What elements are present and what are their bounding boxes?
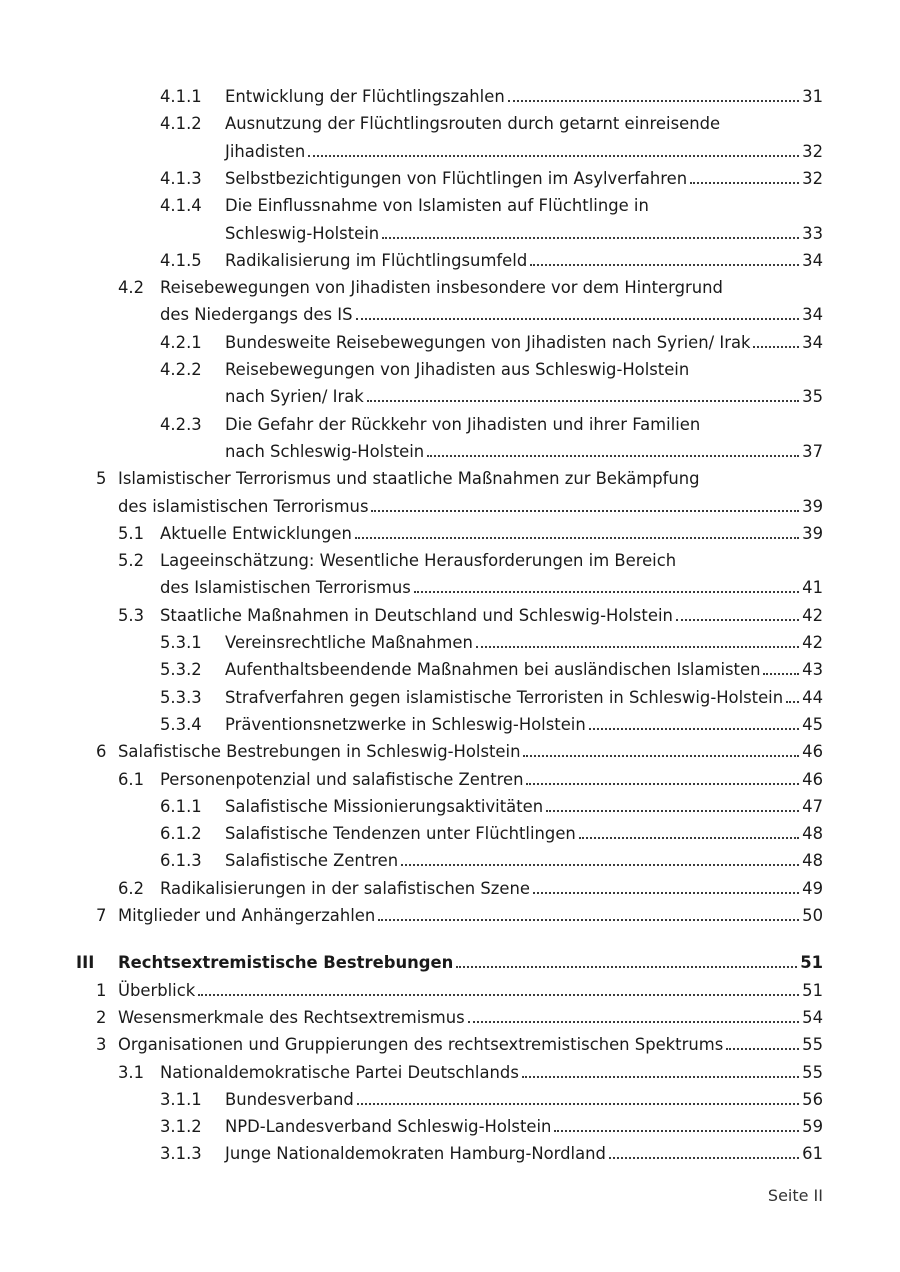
toc-leader-dots bbox=[609, 1157, 799, 1159]
toc-entry-title: nach Schleswig-Holstein bbox=[225, 441, 425, 461]
toc-leader-dots bbox=[546, 810, 799, 812]
toc-entry[interactable] bbox=[225, 217, 823, 244]
toc-entry-number: 4.2.1 bbox=[160, 332, 202, 352]
toc-entry-number: 3.1.3 bbox=[160, 1144, 202, 1164]
toc-leader-dots bbox=[786, 701, 799, 703]
toc-leader-dots bbox=[530, 264, 799, 266]
toc-entry-title: des Niedergangs des IS bbox=[160, 305, 353, 325]
toc-entry-title: Salafistische Missionierungsaktivitäten bbox=[225, 796, 544, 816]
toc-entry[interactable] bbox=[118, 490, 823, 517]
toc-entry[interactable] bbox=[96, 899, 823, 926]
toc-entry-title: Überblick bbox=[118, 980, 196, 1000]
toc-entry-continuation bbox=[118, 544, 823, 571]
toc-entry-number: 5.3.1 bbox=[160, 633, 202, 652]
toc-leader-dots bbox=[508, 100, 799, 102]
toc-leader-dots bbox=[676, 619, 799, 621]
toc-entry-title: Staatliche Maßnahmen in Deutschland und Schleswig-Holstein bbox=[160, 605, 673, 625]
toc-entry-page: 49 bbox=[802, 878, 823, 898]
toc-entry-page: 34 bbox=[802, 250, 823, 270]
toc-entry[interactable] bbox=[225, 435, 823, 462]
toc-entry-page: 41 bbox=[802, 578, 823, 598]
toc-leader-dots bbox=[522, 1076, 799, 1078]
toc-leader-dots bbox=[456, 966, 797, 968]
toc-entry[interactable] bbox=[160, 571, 823, 598]
toc-entry-number: 5.2 bbox=[118, 551, 145, 571]
toc-entry-title: Reisebewegungen von Jihadisten aus Schleswig-Holstein bbox=[225, 360, 690, 379]
toc-entry-title: Die Gefahr der Rückkehr von Jihadisten und ihrer Familien bbox=[225, 414, 701, 434]
toc-entry[interactable] bbox=[160, 817, 823, 844]
toc-entry[interactable] bbox=[118, 872, 823, 899]
toc-entry[interactable] bbox=[225, 135, 823, 162]
toc-entry-page: 55 bbox=[802, 1062, 823, 1082]
toc-entry-number: 6.1.1 bbox=[160, 796, 202, 816]
toc-entry[interactable] bbox=[160, 844, 823, 871]
toc-entry-title: Organisationen und Gruppierungen des rechtsextremistischen Spektrums bbox=[118, 1035, 724, 1055]
toc-entry-page: 31 bbox=[802, 87, 823, 106]
toc-leader-dots bbox=[589, 728, 799, 730]
toc-entry-title: Aktuelle Entwicklungen bbox=[160, 523, 352, 543]
toc-entry-title: des islamistischen Terrorismus bbox=[118, 496, 369, 516]
toc-entry-page: 44 bbox=[802, 687, 823, 707]
toc-entry[interactable] bbox=[118, 1056, 823, 1083]
toc-entry-title: Radikalisierung im Flüchtlingsumfeld bbox=[225, 250, 528, 270]
toc-entry-number: 5.3 bbox=[118, 605, 145, 625]
toc-entry-number: 4.1.3 bbox=[160, 168, 202, 188]
toc-entry-number: 6.1.2 bbox=[160, 824, 202, 844]
toc-entry-title: Personenpotenzial und salafistische Zentren bbox=[160, 769, 524, 789]
toc-entry-number: 4.2.3 bbox=[160, 414, 202, 434]
toc-entry-number: 5.1 bbox=[118, 523, 145, 543]
toc-entry[interactable] bbox=[160, 681, 823, 708]
toc-entry-title: Salafistische Tendenzen unter Flüchtlingen bbox=[225, 824, 576, 844]
toc-leader-dots bbox=[533, 892, 799, 894]
toc-entry-title: Entwicklung der Flüchtlingszahlen bbox=[225, 87, 505, 106]
toc-entry-title: Rechtsextremistische Bestrebungen bbox=[118, 953, 454, 973]
toc-entry[interactable] bbox=[160, 1137, 823, 1164]
toc-leader-dots bbox=[523, 755, 799, 757]
toc-entry[interactable] bbox=[76, 946, 823, 973]
toc-entry-page: 34 bbox=[802, 332, 823, 352]
toc-entry-page: 43 bbox=[802, 660, 823, 680]
toc-leader-dots bbox=[526, 783, 799, 785]
toc-entry-page: 42 bbox=[802, 605, 823, 625]
toc-entry-page: 33 bbox=[802, 223, 823, 243]
toc-entry[interactable] bbox=[96, 1028, 823, 1055]
toc-entry-title: Strafverfahren gegen islamistische Terroristen in Schleswig-Holstein bbox=[225, 687, 784, 707]
toc-entry-page: 42 bbox=[802, 633, 823, 652]
toc-entry-number: 3.1.2 bbox=[160, 1117, 202, 1137]
toc-entry-title: Selbstbezichtigungen von Flüchtlingen im Asylverfahren bbox=[225, 168, 688, 188]
toc-entry-number: 3 bbox=[96, 1035, 107, 1055]
toc-entry-page: 59 bbox=[802, 1117, 823, 1137]
toc-entry-continuation bbox=[160, 408, 823, 435]
toc-entry[interactable] bbox=[160, 326, 823, 353]
toc-entry-number: 4.1.1 bbox=[160, 87, 202, 106]
toc-entry[interactable] bbox=[160, 162, 823, 189]
toc-leader-dots bbox=[690, 182, 799, 184]
toc-entry-page: 34 bbox=[802, 305, 823, 325]
toc-leader-dots bbox=[308, 155, 799, 157]
toc-leader-dots bbox=[427, 455, 799, 457]
toc-entry-title: Wesensmerkmale des Rechtsextremismus bbox=[118, 1007, 465, 1027]
toc-entry-title: Bundesverband bbox=[225, 1089, 354, 1109]
toc-entry-page: 46 bbox=[802, 742, 823, 762]
toc-entry-page: 35 bbox=[802, 387, 823, 407]
toc-leader-dots bbox=[579, 837, 799, 839]
toc-entry[interactable] bbox=[160, 653, 823, 680]
toc-entry-number: 6.1 bbox=[118, 769, 145, 789]
toc-entry[interactable] bbox=[160, 80, 823, 107]
toc-leader-dots bbox=[367, 400, 799, 402]
toc-entry-title: des Islamistischen Terrorismus bbox=[160, 578, 411, 598]
toc-entry-page: 51 bbox=[802, 980, 823, 1000]
toc-entry-title: Radikalisierungen in der salafistischen Szene bbox=[160, 878, 530, 898]
toc-entry[interactable] bbox=[160, 708, 823, 735]
toc-entry[interactable] bbox=[118, 517, 823, 544]
toc-entry-number: 5.3.4 bbox=[160, 714, 202, 734]
toc-entry-number: 4.2.2 bbox=[160, 360, 202, 379]
toc-entry[interactable] bbox=[96, 1001, 823, 1028]
toc-entry-page: 61 bbox=[802, 1144, 823, 1164]
toc-leader-dots bbox=[476, 646, 799, 648]
toc-entry-number: 5 bbox=[96, 469, 107, 489]
toc-entry[interactable] bbox=[160, 298, 823, 325]
toc-entry-title: Präventionsnetzwerke in Schleswig-Holstein bbox=[225, 714, 586, 734]
toc-entry-title: Bundesweite Reisebewegungen von Jihadisten nach Syrien/ Irak bbox=[225, 332, 751, 352]
toc-entry-continuation bbox=[118, 271, 823, 298]
toc-entry-page: 56 bbox=[802, 1089, 823, 1109]
toc-entry-title: Ausnutzung der Flüchtlingsrouten durch getarnt einreisende bbox=[225, 114, 721, 134]
toc-entry-number: 6.2 bbox=[118, 878, 145, 898]
toc-entry-number: III bbox=[76, 953, 95, 973]
toc-entry[interactable] bbox=[118, 599, 823, 626]
toc-leader-dots bbox=[401, 864, 799, 866]
toc-entry[interactable] bbox=[118, 763, 823, 790]
toc-entry-page: 32 bbox=[802, 168, 823, 188]
toc-entry[interactable] bbox=[160, 244, 823, 271]
toc-entry-number: 3.1 bbox=[118, 1062, 145, 1082]
toc-entry-title: Salafistische Zentren bbox=[225, 851, 399, 871]
toc-entry-number: 3.1.1 bbox=[160, 1089, 202, 1109]
toc-leader-dots bbox=[414, 591, 799, 593]
toc-entry-title: Vereinsrechtliche Maßnahmen bbox=[225, 633, 473, 652]
toc-entry-page: 48 bbox=[802, 824, 823, 844]
toc-entry-number: 2 bbox=[96, 1007, 107, 1027]
toc-leader-dots bbox=[763, 673, 799, 675]
toc-leader-dots bbox=[356, 318, 800, 320]
toc-entry-title: Junge Nationaldemokraten Hamburg-Nordland bbox=[225, 1144, 606, 1164]
toc-leader-dots bbox=[726, 1048, 799, 1050]
toc-entry-number: 6.1.3 bbox=[160, 851, 202, 871]
toc-entry-title: Aufenthaltsbeendende Maßnahmen bei ausländischen Islamisten bbox=[225, 660, 761, 680]
toc-entry-title: Lageeinschätzung: Wesentliche Herausforderungen im Bereich bbox=[160, 551, 677, 571]
toc-entry-continuation bbox=[160, 353, 823, 380]
toc-leader-dots bbox=[355, 537, 799, 539]
toc-entry-title: Schleswig-Holstein bbox=[225, 223, 380, 243]
toc-entry[interactable] bbox=[225, 380, 823, 407]
toc-entry[interactable] bbox=[160, 626, 823, 653]
toc-entry[interactable] bbox=[96, 735, 823, 762]
toc-leader-dots bbox=[378, 919, 799, 921]
toc-leader-dots bbox=[357, 1103, 799, 1105]
toc-entry[interactable] bbox=[160, 1083, 823, 1110]
toc-entry-title: Islamistischer Terrorismus und staatliche Maßnahmen zur Bekämpfung bbox=[118, 469, 700, 489]
toc-entry-page: 32 bbox=[802, 141, 823, 161]
toc-entry-number: 4.1.5 bbox=[160, 250, 202, 270]
toc-entry-continuation bbox=[96, 462, 823, 489]
toc-entry-page: 50 bbox=[802, 906, 823, 925]
toc-entry-title: Salafistische Bestrebungen in Schleswig-Holstein bbox=[118, 742, 521, 762]
toc-entry-page: 39 bbox=[802, 523, 823, 543]
toc-leader-dots bbox=[371, 510, 799, 512]
toc-entry-page: 39 bbox=[802, 496, 823, 516]
toc-entry-number: 7 bbox=[96, 906, 107, 925]
toc-entry-title: Nationaldemokratische Partei Deutschlands bbox=[160, 1062, 519, 1082]
toc-entry-number: 5.3.3 bbox=[160, 687, 202, 707]
toc-entry[interactable] bbox=[160, 1110, 823, 1137]
toc-leader-dots bbox=[382, 237, 799, 239]
toc-entry-page: 37 bbox=[802, 441, 823, 461]
toc-entry-continuation bbox=[160, 107, 823, 134]
toc-entry-title: Reisebewegungen von Jihadisten insbesondere vor dem Hintergrund bbox=[160, 278, 723, 298]
toc-entry-page: 47 bbox=[802, 796, 823, 816]
toc-entry-continuation bbox=[160, 189, 823, 216]
toc-entry-title: Die Einflussnahme von Islamisten auf Flüchtlinge in bbox=[225, 196, 649, 216]
toc-entry-page: 48 bbox=[802, 851, 823, 871]
page-number: Seite II bbox=[767, 1186, 823, 1205]
toc-entry-page: 51 bbox=[800, 953, 823, 973]
toc-entry[interactable] bbox=[160, 790, 823, 817]
toc-leader-dots bbox=[753, 346, 799, 348]
toc-entry-page: 54 bbox=[802, 1007, 823, 1027]
toc-entry-page: 46 bbox=[802, 769, 823, 789]
toc-entry-number: 6 bbox=[96, 742, 107, 762]
toc-entry-page: 45 bbox=[802, 714, 823, 734]
toc-entry[interactable] bbox=[96, 974, 823, 1001]
toc-entry-number: 4.2 bbox=[118, 278, 145, 298]
toc-entry-page: 55 bbox=[802, 1035, 823, 1055]
toc-entry-title: Mitglieder und Anhängerzahlen bbox=[118, 906, 376, 925]
toc-leader-dots bbox=[468, 1021, 799, 1023]
toc-entry-number: 4.1.4 bbox=[160, 196, 202, 216]
toc-entry-number: 5.3.2 bbox=[160, 660, 202, 680]
toc-leader-dots bbox=[198, 994, 799, 996]
toc-entry-title: NPD-Landesverband Schleswig-Holstein bbox=[225, 1117, 552, 1137]
toc-entry-number: 4.1.2 bbox=[160, 114, 202, 134]
toc-entry-number: 1 bbox=[96, 980, 107, 1000]
toc-entry-title: Jihadisten bbox=[225, 141, 306, 161]
toc-leader-dots bbox=[554, 1130, 799, 1132]
toc-entry-title: nach Syrien/ Irak bbox=[225, 387, 364, 407]
